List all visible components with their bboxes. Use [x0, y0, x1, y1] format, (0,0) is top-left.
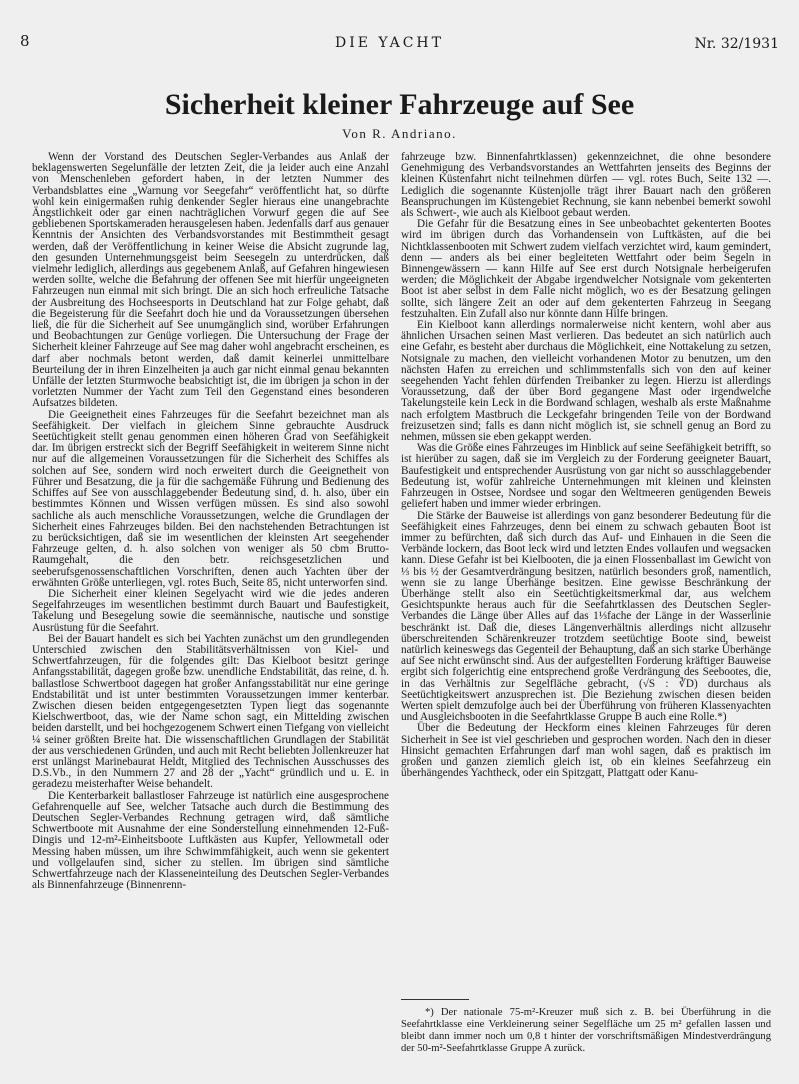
- paragraph: Wenn der Vorstand des Deutschen Segler-Verbandes aus Anlaß der beklagenswerten Segelunfälle der letzten Zeit, die ja leider auch eine Anzahl von Menschenleben gefordert haben, in der letzten Nummer des Verbandsblattes eine „Warnung vor Seegefahr“ veröffentlicht hat, so dürfte wohl kein einigermaßen ruhig denkender Segler hieraus eine unangebrachte Ängstlichkeit oder gar einen nachträglichen Vorwurf gegen die auf See gebliebenen Sportskameraden herausgelesen haben. Jedenfalls darf aus genauer Kenntnis der Ansichten des Verbandsvorstandes mit Bestimmtheit gesagt werden, daß der Veröffentlichung in keiner Weise die Absicht zugrunde lag, den gesunden Unternehmungsgeist beim Seesegeln zu unterdrücken, daß vielmehr lediglich, allerdings aus gegebenem Anlaß, auf Gefahren hingewiesen werden sollte, welche die Befahrung der offenen See mit hierfür ungeeigneten Fahrzeugen nun einmal mit sich bringt. Die an sich hoch erfreuliche Tatsache der Ausbreitung des Hochseesports in Deutschland hat zur Folge gehabt, daß die Begeisterung für die Seefahrt doch hie und da Voraussetzungen übersehen ließ, die für die Sicherheit auf See unumgänglich sind, worüber Erfahrungen und Beobachtungen zur Genüge vorliegen. Die Untersuchung der Frage der Sicherheit kleiner Fahrzeuge auf See mag daher wohl angebracht erscheinen, es darf aber nochmals betont werden, daß damit keinerlei unmittelbare Beurteilung der in ihren Einzelheiten ja auch gar nicht einmal genau bekannten Unfälle der letzten Sturmwoche beabsichtigt ist, die im übrigen ja schon in der vorletzten Nummer der Yacht zum Teil den Gegenstand eines besonderen Aufsatzes bildeten.: [32, 152, 389, 410]
- paragraph: Die Gefahr für die Besatzung eines in See unbeobachtet gekenterten Bootes wird im übrigen durch das Vorhandensein von Luftkästen, auf die bei Nichtklassenbooten mit Schwert zudem vielfach verzichtet wird, kaum gemindert, denn — anders als bei einer begleiteten Wettfahrt oder beim Segeln in Binnengewässern — kann Hilfe auf See erst durch Notsignale herbeigerufen werden; die Möglichkeit der Abgabe irgendwelcher Notsignale vom gekenterten Boot ist aber selbst in dem Falle nicht möglich, wo es der Besatzung gelingen sollte, sich längere Zeit an oder auf dem gekenterten Fahrzeug in Seegang festzuhalten. Ein Zufall also nur könnte dann Hilfe bringen.: [401, 218, 771, 320]
- article-byline: Von R. Andriano.: [342, 126, 457, 141]
- paragraph: Die Kenterbarkeit ballastloser Fahrzeuge ist natürlich eine ausgesprochene Gefahrenquelle auf See, welcher Tatsache auch durch die Bestimmung des Deutschen Segler-Verbandes Rechnung getragen wird, daß sämtliche Schwertboote mit Ausnahme der eine Sonderstellung einnehmenden 12-Fuß-Dingis und 12-m²-Einheitsboote Luftkästen aus Kupfer, Yellowmetall oder Messing haben müssen, um ihre Schwimmfähigkeit, auch wenn sie gekentert und vollgelaufen sind, sicher zu stellen. Im übrigen sind sämtliche Schwertfahrzeuge nach der Klasseneinteilung des Deutschen Segler-Verbandes als Binnenfahrzeuge (Binnenrenn-: [32, 789, 389, 892]
- page-number: 8: [20, 32, 30, 50]
- issue-number: Nr. 32/1931: [694, 36, 779, 52]
- paragraph: Die Sicherheit einer kleinen Segelyacht wird wie die jedes anderen Segelfahrzeuges im wesentlichen bestimmt durch Bauart und Baufestigkeit, Takelung und Besegelung sowie die seemännische, nautische und sonstige Ausrüstung für die Seefahrt.: [32, 587, 389, 634]
- paragraph: Bei der Bauart handelt es sich bei Yachten zunächst um den grundlegenden Unterschied zwischen den Stabilitätsverhältnissen von Kiel- und Schwertfahrzeugen, für die folgendes gilt: Das Kielboot besitzt geringe Anfangsstabilität, dagegen große bzw. unendliche Endstabilität, das reine, d. h. ballastlose Schwertboot dagegen hat großer Anfangsstabilität nur eine geringe Endstabilität und ist unter bestimmten Voraussetzungen immer kenterbar. Zwischen diesen beiden entgegengesetzten Typen liegt das sogenannte Kielschwertboot, das, wie der Name schon sagt, ein Mittelding zwischen beiden darstellt, und bei hochgezogenem Schwert einen Tiefgang von vielleicht ¼ seiner größten Breite hat. Die wissenschaftlichen Grundlagen der Stabilität der aus verschiedenen Gründen, und auch mit Recht beliebten Jollenkreuzer hat erst unlängst Marinebaurat Heldt, Mitglied des Technischen Ausschusses des D.S.Vb., in den Nummern 27 and 28 der „Yacht“ gründlich und u. E. in geradezu meisterhafter Weise behandelt.: [32, 632, 389, 791]
- paragraph: Ein Kielboot kann allerdings normalerweise nicht kentern, wohl aber aus ähnlichen Ursachen seinen Mast verlieren. Das bedeutet an sich natürlich auch eine Gefahr, es besteht aber durchaus die Möglichkeit, eine Nottakelung zu setzen, Notsignale zu machen, den vielleicht vorhandenen Motor zu benutzen, um den nächsten Hafen zu erreichen und schlimmstenfalls sich von den auf keiner seegehenden Yacht fehlen dürfenden Treibanker zu legen. Hierzu ist allerdings Voraussetzung, daß der über Bord gegangene Mast oder irgendwelche Takelungsteile kein Leck in die Bordwand schlagen, weshalb als erste Maßnahme nach erfolgtem Mastbruch die Leckgefahr bringenden Teile von der Bordwand freizusetzen sind; falls es dann nicht möglich ist, sie schnell genug an Bord zu nehmen, müssen sie eben gekappt werden.: [401, 319, 771, 444]
- article-title: Sicherheit kleiner Fahrzeuge auf See: [164, 88, 635, 121]
- footnote-divider: [401, 999, 469, 1000]
- left-column: [32, 152, 389, 1064]
- paragraph: Die Geeignetheit eines Fahrzeuges für die Seefahrt bezeichnet man als Seefähigkeit. Der vielfach in gleichem Sinne gebrauchte Ausdruck Seetüchtigkeit stellt genau genommen einen höheren Grad von Seefähigkeit dar. Im übrigen erstreckt sich der Begriff Seefähigkeit in weiterem Sinne nicht nur auf die allgemeinen Voraussetzungen für die Sicherheit des Schiffes als solchen auf See, sondern wird noch erweitert durch die Geeignetheit von Führer und Besatzung, die ja für die sachgemäße Führung und Bedienung des Schiffes auf See von ausschlaggebender Bedeutung sind, d. h. also, über ein bestimmtes Können und Wissen verfügen müssen. Es sind also sowohl sachliche als auch menschliche Voraussetzungen, welche die Grundlagen der Sicherheit eines Fahrzeuges bilden. Bei den nachstehenden Betrachtungen ist zu berücksichtigen, daß sie im wesentlichen der kleinsten Art seegehender Fahrzeuge gelten, d. h. also solchen von weniger als 50 cbm Brutto-Raumgehalt, die den betr. reichsgesetzlichen und seeberufsgenossenschaftlichen Vorschriften, denen auch Yachten über der erwähnten Größe unterliegen, vgl. rotes Buch, Seite 85, nicht unterworfen sind.: [32, 408, 389, 589]
- paragraph: Was die Größe eines Fahrzeuges im Hinblick auf seine Seefähigkeit betrifft, so ist hierüber zu sagen, daß sie im Vergleich zu der Forderung geeigneter Bauart, Baufestigkeit und entsprechender Ausrüstung von gar nicht so ausschlaggebender Bedeutung ist, wofür zahlreiche Unternehmungen mit kleinen und kleinsten Fahrzeugen in Ostsee, Nordsee und sogar den Weltmeeren genügenden Beweis geliefert haben und immer wieder erbringen.: [401, 442, 771, 511]
- paragraph: Über die Bedeutung der Heckform eines kleinen Fahrzeuges für deren Sicherheit in See ist viel geschrieben und gesprochen worden. Nach den in dieser Hinsicht gemachten Erfahrungen darf man wohl sagen, daß es praktisch im großen und ganzen ziemlich gleich ist, ob ein kleines Seefahrzeug ein überhängendes Yachtheck, oder ein Spitzgatt, Plattgatt oder Kanu-: [401, 722, 771, 780]
- footnote: *) Der nationale 75-m²-Kreuzer muß sich z. B. bei Überführung in die Seefahrtklasse eine Verkleinerung seiner Segelfläche um 25 m² gefallen lassen und bleibt dann immer noch um 0,8 t hinter der vorschriftsmäßigen Mindestverdrängung der 50-m²-Seefahrtklasse Gruppe A zurück.: [401, 1007, 771, 1054]
- paragraph: Die Stärke der Bauweise ist allerdings von ganz besonderer Bedeutung für die Seefähigkeit eines Fahrzeuges, denn bei einem zu schwach gebauten Boot ist immer zu befürchten, daß sich durch das Auf- und Einhauen in die Seen die Verbände lockern, das Boot leck wird und letzten Endes vollaufen und wegsacken kann. Diese Gefahr ist bei Kielbooten, die ja einen Flossenballast im Gewicht von ⅓ bis ½ der Gesamtverdrängung besitzen, natürlich besonders groß, namentlich, wenn sie zu lange Überhänge besitzen. Eine gewisse Beschränkung der Überhänge stellt also ein Seetüchtigkeitsmerkmal dar, aus welchem Gesichtspunkte heraus auch für die Seefahrtklassen des Deutschen Segler-Verbandes die Länge über Alles auf das 1⅓fache der Länge in der Wasserlinie beschränkt ist. Daß die, dieses Längenverhältnis allerdings nicht allzusehr überschreitenden Schärenkreuzer trotzdem seetüchtige Boote sind, beweist natürlich keineswegs das Gegenteil der Behauptung, daß an sich starke Überhänge auf See nicht erwünscht sind. Aus der aufgestellten Forderung kräftiger Bauweise ergibt sich folgerichtig eine entsprechend große Verdrängung des Seebootes, die, in das Verhältnis zur Segelfläche gebracht, (√S : ∛D) durchaus als Seetüchtigkeitswert anzusprechen ist. Die Beziehung zwischen diesen beiden Werten spielt demzufolge auch bei der Überführung von früheren Klassenyachten und Ausgleichsbooten in die Seefahrtklasse Gruppe B auch eine Rolle.*): [401, 509, 771, 724]
- paragraph: fahrzeuge bzw. Binnenfahrtklassen) gekennzeichnet, die ohne besondere Genehmigung des Verbandsvorstandes an Wettfahrten jenseits des Beginns der kleinen Küstenfahrt nicht teilnehmen dürfen — vgl. rotes Buch, Seite 132 —. Lediglich die sogenannte Küstenjolle trägt ihrer Bauart nach den größeren Beanspruchungen im Küstengebiet Rechnung, sie kann nebenbei bemerkt sowohl als Schwert-, wie auch als Kielboot gebaut werden.: [401, 152, 771, 220]
- right-column: [401, 152, 771, 994]
- magazine-title: DIE YACHT: [335, 35, 444, 51]
